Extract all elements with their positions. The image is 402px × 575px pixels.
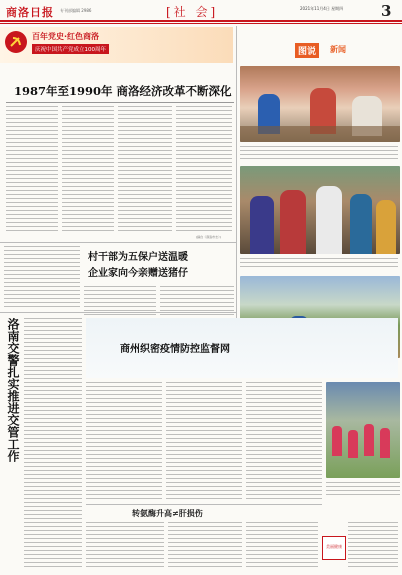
epidemic-article-col-2 (246, 382, 322, 502)
tushuo-news: 新闻 (330, 45, 346, 54)
health-logo (322, 536, 346, 560)
bottom-photo-caption (348, 522, 398, 570)
main-headline: 1987年至1990年 商洛经济改革不断深化 (14, 84, 232, 98)
liver-article-col-1 (86, 522, 164, 570)
party-banner-title: 百年党史·红色商洛 (32, 32, 100, 41)
traffic-article-col-1 (24, 318, 82, 570)
bottom-section-divider (86, 504, 322, 505)
traffic-article-col-2 (86, 382, 162, 502)
party-banner-subtitle: 庆祝中国共产党成立100周年 (32, 44, 109, 54)
section-divider (0, 242, 236, 243)
health-logo-text: 美丽健康 (326, 544, 342, 549)
liver-article-col-3 (246, 522, 318, 570)
main-article-col-2 (62, 106, 114, 234)
liver-article-col-2 (168, 522, 242, 570)
village-headline-line2: 企业家向今亲赠送猪仔 (88, 268, 188, 279)
headline-underline (6, 102, 234, 103)
page-number: 3 (381, 2, 392, 20)
masthead-rule-thin (0, 23, 402, 24)
bottom-headline: 转氨酶升高≠肝损伤 (132, 508, 203, 518)
dance-photo-caption (326, 482, 400, 498)
right-column-divider (236, 26, 237, 366)
market-photo (240, 66, 400, 142)
main-article-col-1 (6, 106, 58, 234)
village-headline-line1: 村干部为五保户送温暖 (88, 252, 188, 263)
issue-date: 2021年11月4日 星期四 (300, 6, 344, 11)
section-title: [社 会] (166, 5, 219, 19)
lower-headline: 商州织密疫情防控监督网 (120, 344, 230, 355)
main-article-col-3 (118, 106, 172, 234)
crowd-photo (240, 166, 400, 254)
left-article-intro (4, 246, 80, 308)
source-note: (摘自《商洛市志》) (196, 235, 221, 239)
editor-credit: 专刊部编辑 2986 (60, 8, 92, 13)
epidemic-article-col-1 (166, 382, 242, 502)
lower-section-divider (0, 312, 236, 313)
lower-headline-box (86, 318, 398, 378)
party-emblem-icon (4, 30, 28, 54)
party-banner (0, 27, 233, 63)
newspaper-logo: 商洛日报 (6, 6, 54, 19)
market-photo-caption (240, 146, 398, 162)
masthead-rule (0, 20, 402, 22)
vertical-headline: 洛南交警扎实推进交管工作 (6, 318, 20, 462)
main-article-col-4 (176, 106, 232, 234)
tushuo-label: 图说 (295, 43, 319, 58)
crowd-photo-caption (240, 258, 398, 270)
tushuo-banner (240, 27, 400, 63)
dance-photo (326, 382, 400, 478)
village-headline-box (84, 246, 234, 282)
